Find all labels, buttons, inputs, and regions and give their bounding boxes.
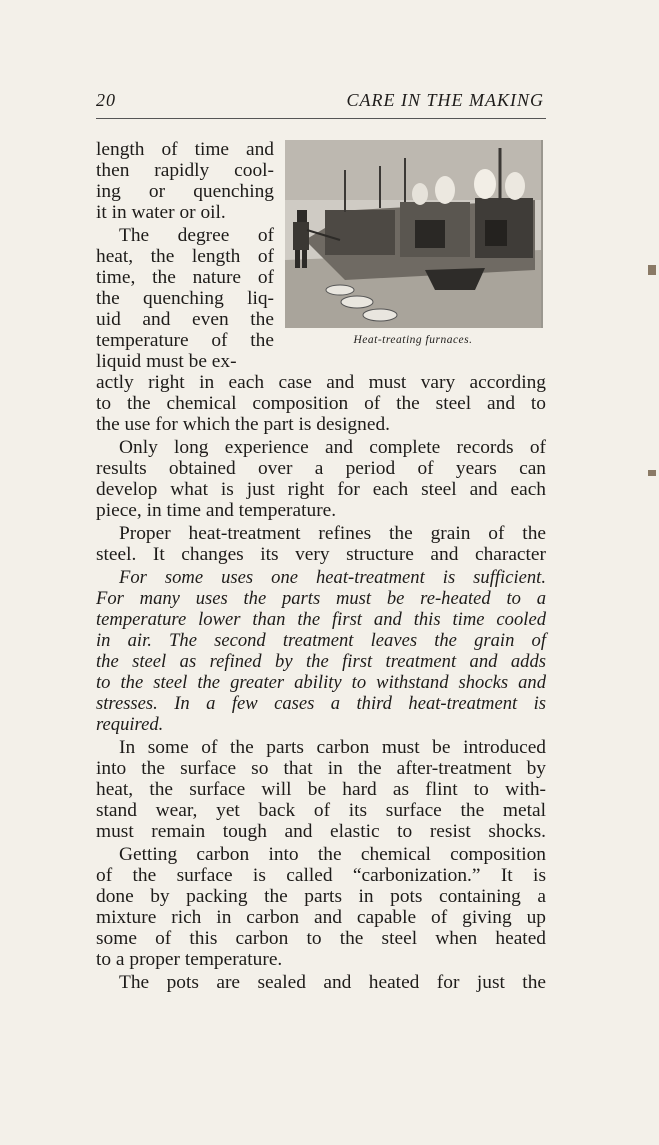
text-line: Only long experience and complete records of (119, 437, 546, 458)
text-line: The pots are sealed and heated for just the (119, 972, 546, 993)
text-line: uid and even the (96, 309, 274, 330)
page-edge-mark (648, 470, 656, 476)
page-number: 20 (96, 90, 116, 110)
text-line: stand wear, yet back of its surface the metal (96, 800, 546, 821)
text-line: results obtained over a period of years can (96, 458, 546, 479)
text-line: the quenching liq- (96, 288, 274, 309)
text-line: length of time and (96, 139, 274, 160)
text-line: to a proper temperature. (96, 949, 283, 970)
running-title: CARE IN THE MAKING (346, 90, 544, 110)
text-line: piece, in time and temperature. (96, 500, 337, 521)
text-line: steel. It changes its very structure and character (96, 544, 546, 565)
figure-caption: Heat-treating furnaces. (353, 334, 473, 346)
text-line: Getting carbon into the chemical composition (119, 844, 546, 865)
text-line: The degree of (119, 225, 274, 246)
text-line: heat, the surface will be hard as flint to with- (96, 779, 546, 800)
text-line: to the chemical composition of the steel and to (96, 393, 546, 414)
running-header (96, 90, 546, 119)
text-line: time, the nature of (96, 267, 274, 288)
text-line: then rapidly cool- (96, 160, 274, 181)
text-line: temperature of the (96, 330, 274, 351)
italic-line: For many uses the parts must be re-heated to a (96, 588, 546, 609)
text-line: actly right in each case and must vary according (96, 372, 546, 393)
text-line: some of this carbon to the steel when heated (96, 928, 546, 949)
furnace-photo (285, 140, 543, 328)
text-line: Proper heat-treatment refines the grain of the (119, 523, 546, 544)
text-line: the use for which the part is designed. (96, 414, 391, 435)
italic-line: temperature lower than the first and this time cooled (96, 609, 546, 630)
text-line: must remain tough and elastic to resist shocks. (96, 821, 546, 842)
italic-line: the steel as refined by the first treatment and adds (96, 651, 546, 672)
italic-line: required. (96, 714, 164, 735)
furnace-illustration (285, 140, 541, 328)
text-line: mixture rich in carbon and capable of giving up (96, 907, 546, 928)
italic-line: to the steel the greater ability to withstand shocks and (96, 672, 546, 693)
italic-line: in air. The second treatment leaves the grain of (96, 630, 546, 651)
text-line: into the surface so that in the after-treatment by (96, 758, 546, 779)
figure (282, 138, 544, 358)
text-line: done by packing the parts in pots containing a (96, 886, 546, 907)
text-line: ing or quenching (96, 181, 274, 202)
text-line: of the surface is called “carbonization.” It is (96, 865, 546, 886)
page-edge-mark (648, 265, 656, 275)
text-line: heat, the length of (96, 246, 274, 267)
text-line: develop what is just right for each steel and each (96, 479, 546, 500)
text-line: liquid must be ex- (96, 351, 237, 372)
text-line: In some of the parts carbon must be introduced (119, 737, 546, 758)
text-line: it in water or oil. (96, 202, 226, 223)
italic-line: For some uses one heat-treatment is sufficient. (119, 567, 546, 588)
italic-line: stresses. In a few cases a third heat-treatment is (96, 693, 546, 714)
